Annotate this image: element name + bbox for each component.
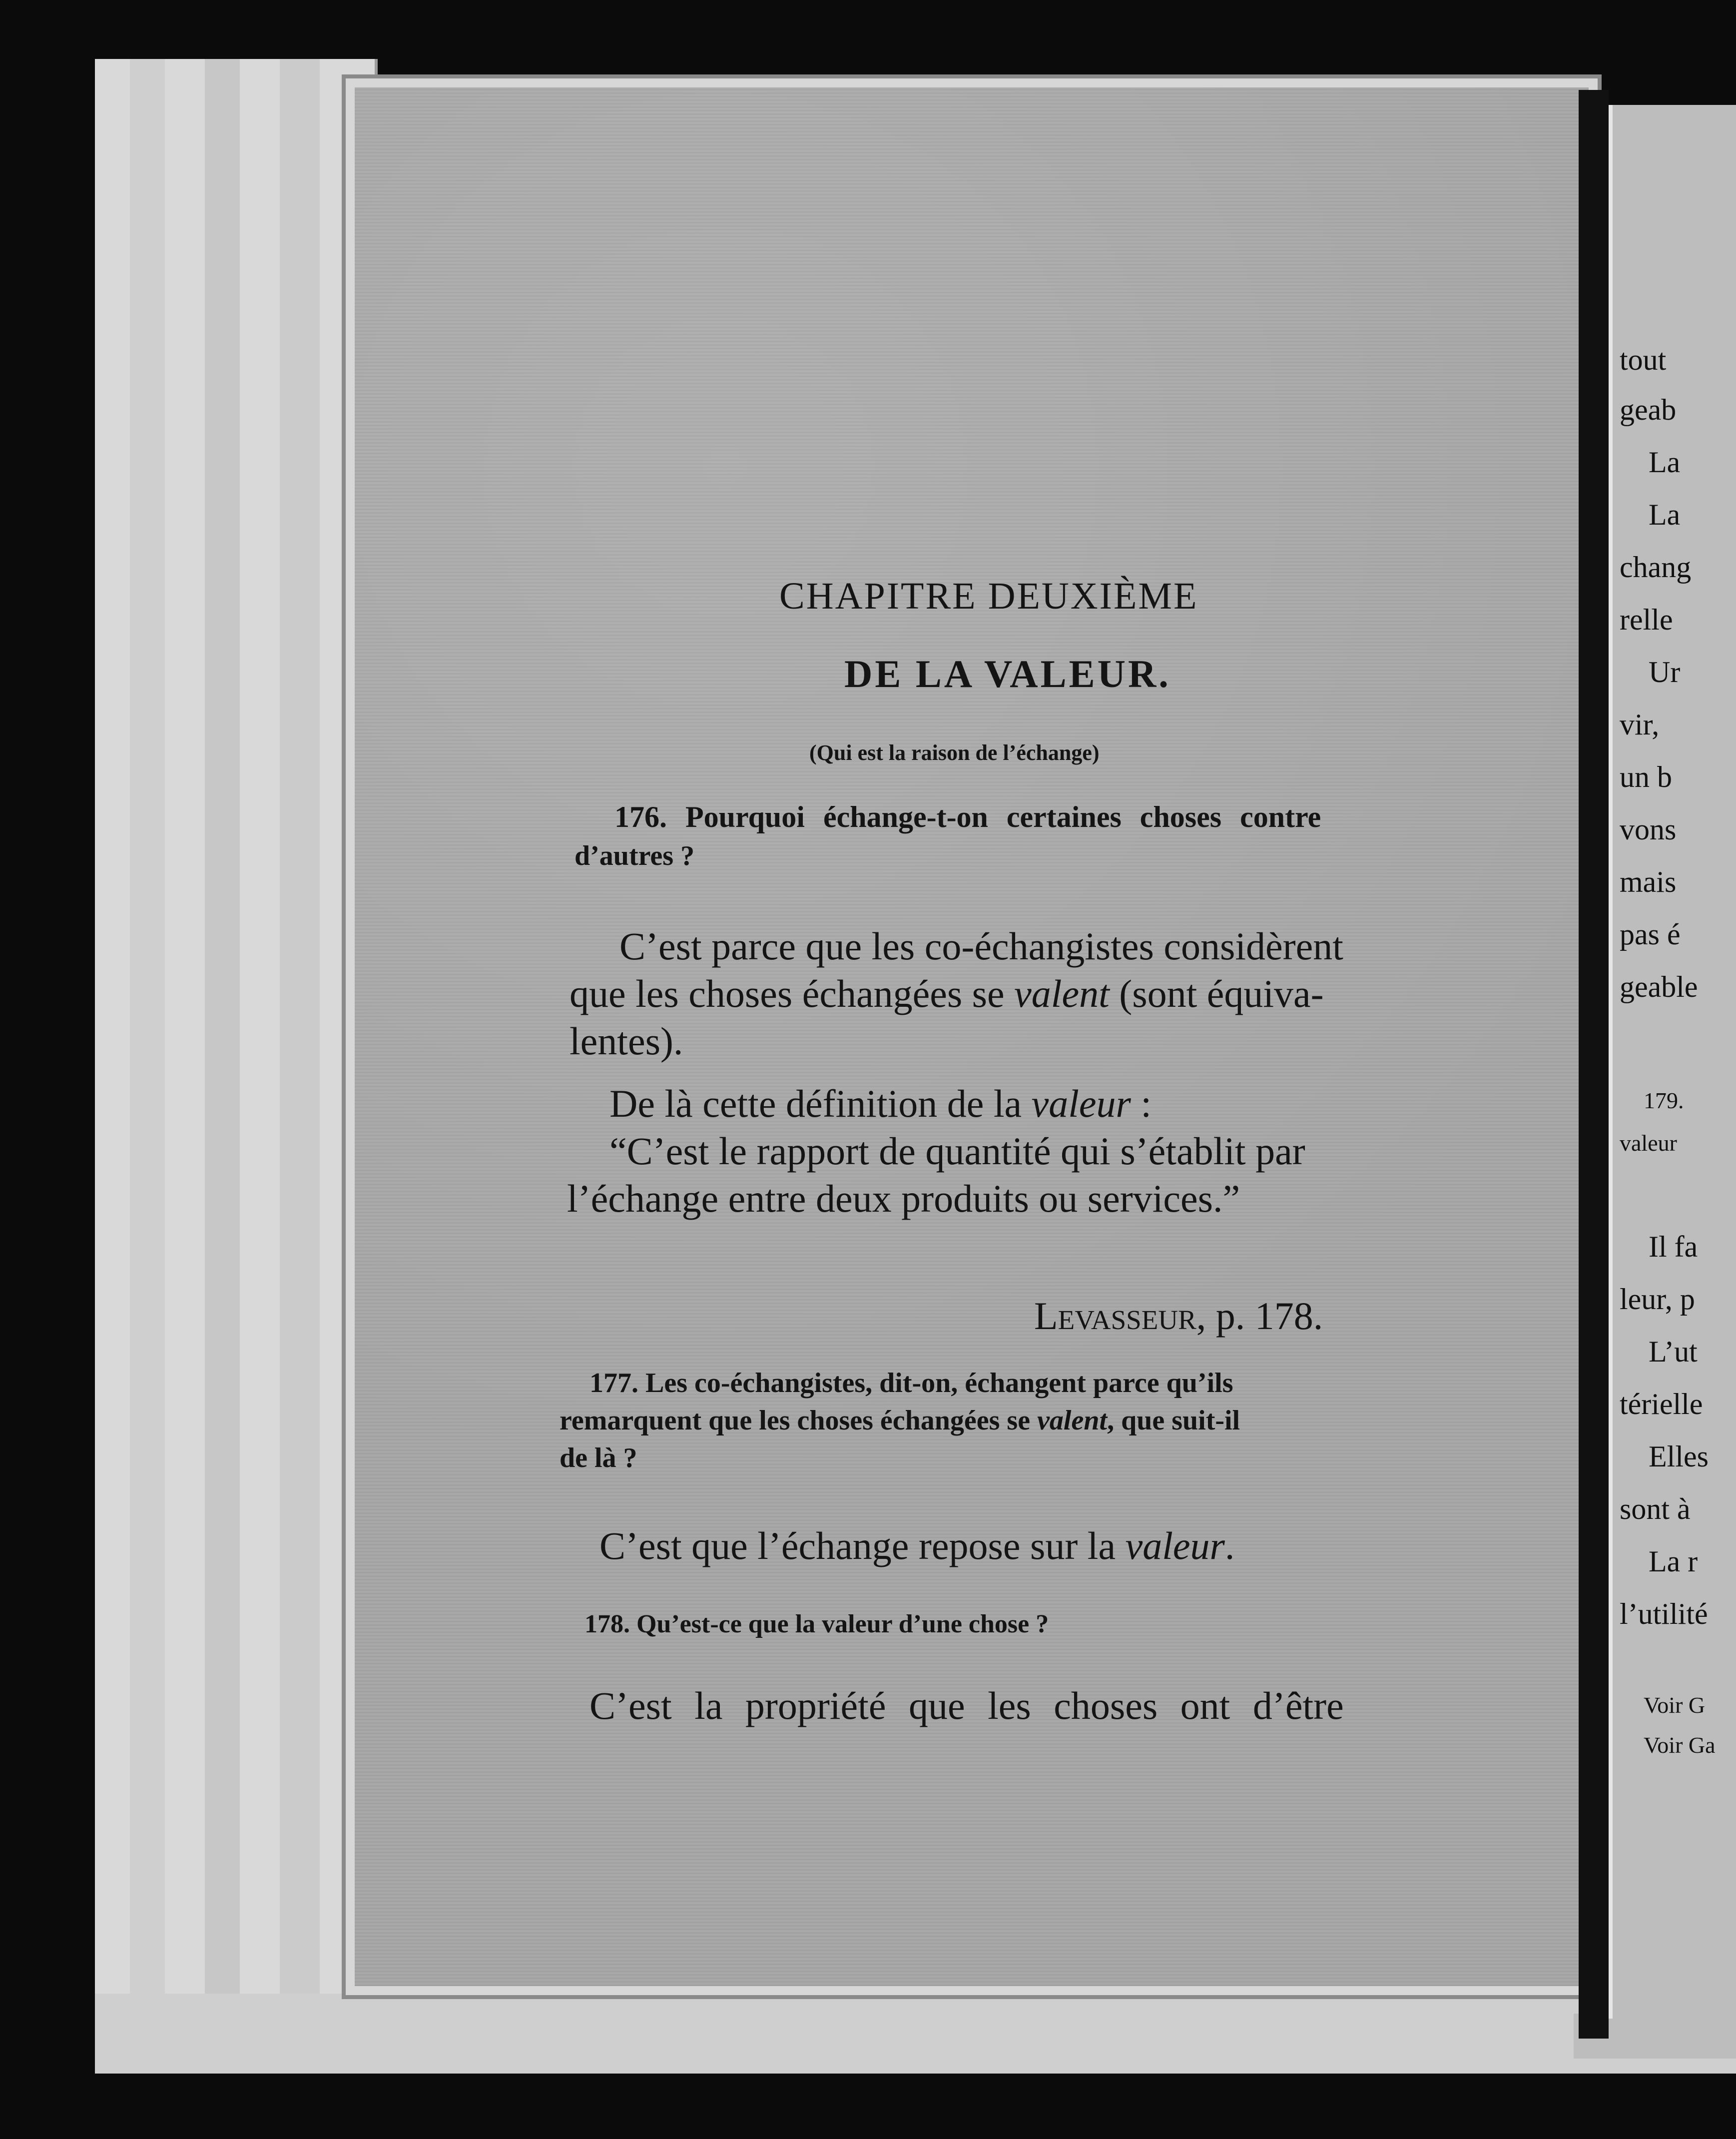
right-page-line: valeur	[1620, 1130, 1677, 1156]
question-177-line-1: 177. Les co-échangistes, dit-on, échangent parce qu’ils	[589, 1368, 1233, 1399]
right-page-line: térielle	[1620, 1388, 1703, 1421]
right-page-line: L’ut	[1649, 1335, 1698, 1368]
left-page	[355, 87, 1589, 1986]
page-bottom-edge	[95, 1994, 1736, 2074]
question-177-line-2: remarquent que les choses échangées se valent, que suit-il	[560, 1405, 1240, 1436]
right-page-line: leur, p	[1620, 1283, 1695, 1316]
definition-quote-line-2: l’échange entre deux produits ou services.”	[567, 1177, 1240, 1220]
chapter-title: DE LA VALEUR.	[844, 652, 1171, 696]
question-176-line-1: 176. Pourquoi échange-t-on certaines choses contre	[614, 800, 1321, 833]
question-177-line-3: de là ?	[560, 1442, 637, 1473]
right-page-line: vons	[1620, 813, 1677, 846]
answer-176-line-1: C’est parce que les co-échangistes considèrent	[619, 924, 1343, 968]
right-page-line: l’utilité	[1620, 1597, 1708, 1630]
right-page-line: geab	[1620, 393, 1677, 426]
answer-178-line-1: C’est la propriété que les choses ont d’être	[589, 1684, 1344, 1727]
chapter-heading: CHAPITRE DEUXIÈME	[779, 575, 1198, 617]
page-edges	[95, 59, 375, 1998]
right-page-line: chang	[1620, 551, 1692, 584]
question-178: 178. Qu’est-ce que la valeur d’une chose ?	[584, 1610, 1049, 1638]
right-page-line: Ur	[1649, 656, 1681, 689]
right-page-line: relle	[1620, 603, 1673, 636]
citation: Levasseur, p. 178.	[1034, 1294, 1323, 1338]
answer-176-line-2: que les choses échangées se valent (sont équiva-	[570, 972, 1324, 1015]
right-page-line: La	[1649, 446, 1681, 479]
right-page-line: Il fa	[1649, 1230, 1698, 1263]
right-page-line: La r	[1649, 1545, 1698, 1578]
definition-quote-line-1: “C’est le rapport de quantité qui s’établit par	[609, 1129, 1305, 1173]
right-page-line: 179.	[1644, 1088, 1684, 1113]
right-page-footnote: Voir G	[1644, 1692, 1706, 1718]
right-page-line: geable	[1620, 970, 1698, 1003]
page-edge	[130, 59, 168, 1998]
right-page-line: Elles	[1649, 1440, 1709, 1473]
question-176-line-2: d’autres ?	[575, 840, 695, 871]
definition-intro: De là cette définition de la valeur :	[609, 1082, 1152, 1125]
right-page-footnote: Voir Ga	[1644, 1732, 1716, 1758]
page-edge	[280, 59, 323, 1998]
book-gutter	[1579, 90, 1609, 2039]
right-page-line: vir,	[1620, 708, 1660, 741]
right-page-line: mais	[1620, 865, 1677, 898]
chapter-subtitle: (Qui est la raison de l’échange)	[809, 740, 1100, 765]
page-edge	[205, 59, 243, 1998]
right-page-line: pas é	[1620, 918, 1681, 951]
right-page-line: tout	[1620, 343, 1667, 376]
right-page-line: sont à	[1620, 1492, 1691, 1525]
right-page-line: un b	[1620, 760, 1672, 793]
right-page	[1609, 105, 1736, 2019]
right-page-line: La	[1649, 498, 1681, 531]
page-edge	[95, 59, 133, 1998]
page-edge	[165, 59, 208, 1998]
answer-177: C’est que l’échange repose sur la valeur.	[599, 1524, 1235, 1567]
answer-176-line-3: lentes).	[570, 1019, 683, 1063]
page-edge	[240, 59, 283, 1998]
